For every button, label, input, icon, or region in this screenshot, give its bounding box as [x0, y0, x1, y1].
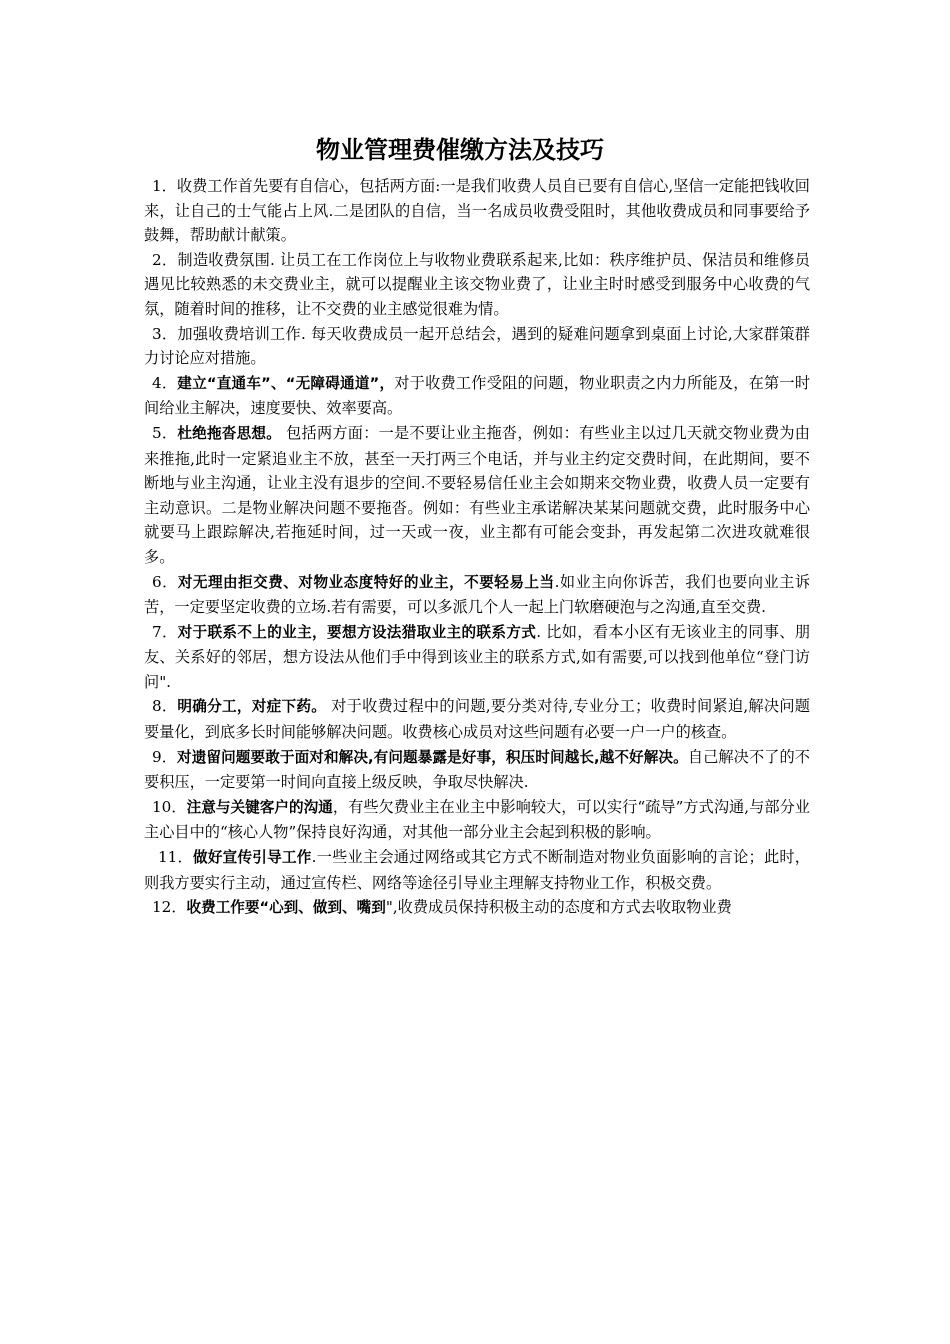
paragraph-11	[144, 845, 810, 895]
paragraph-text: 收费工作首先要有自信心，包括两方面:一是我们收费人员自已要有自信心,坚信一定能把钱收回来，让自己的士气能占上风.二是团队的自信，当一名成员收费受阻时，其他收费成员和同事要给予鼓舞，帮助献计献策。	[144, 177, 810, 245]
paragraph-bold-lead: 杜绝拖沓思想。	[177, 424, 282, 442]
paragraph-bold-lead: 做好宣传引导工作	[192, 849, 312, 867]
paragraph-bold-lead: 对无理由拒交费、对物业态度特好的业主，不要轻易上当	[177, 573, 555, 591]
paragraph-number: 10．	[152, 797, 187, 816]
paragraph-text: 制造收费氛围. 让员工在工作岗位上与收物业费联系起来,比如：秩序维护员、保洁员和维修员遇见比较熟悉的未交费业主，就可以提醒业主该交物业费了，让业主时时感受到服务中心收费的气氛，随着时间的推移，让不交费的业主感觉很难为情。	[144, 250, 810, 318]
paragraph-text: .如业主向你诉苦，我们也要向业主诉苦，一定要坚定收费的立场.若有需要，可以多派几个人一起上门软磨硬泡与之沟通,直至交费.	[144, 572, 811, 617]
paragraph-number: 3．	[152, 324, 178, 343]
paragraph-bold-lead: 对于联系不上的业主，要想方设法猎取业主的联系方式	[177, 623, 537, 641]
paragraph-bold-lead: 收费工作要“心到、做到、嘴到	[186, 899, 386, 917]
paragraph-3	[144, 322, 810, 371]
paragraph-1	[144, 174, 810, 248]
paragraph-5	[144, 421, 810, 570]
paragraph-8	[144, 694, 810, 744]
paragraph-number: 8．	[152, 697, 178, 716]
paragraph-number: 9．	[152, 747, 178, 766]
paragraph-text: ，有些欠费业主在业主中影响较大，可以实行“疏导”方式沟通,与部分业主心目中的“核心人物”保持良好沟通，对其他一部分业主会起到积极的影响。	[144, 797, 810, 842]
paragraph-12	[144, 895, 810, 921]
paragraph-text: 包括两方面：一是不要让业主拖沓，例如：有些业主以过几天就交物业费为由来推拖,此时一定紧追业主不放，甚至一天打两三个电话，并与业主约定交费时间，在此期间，要不断地与业主沟通，让业主没有退步的空间.不要轻易信任业主会如期来交物业费，收费人员一定要有主动意识。二是物业解决问题不要拖沓。例如：有些业主承诺解决某某问题就交费，此时服务中心就要马上跟踪解决,若拖延时间，过一天或一夜，业主都有可能会变卦，再发起第二次进攻就难很多。	[144, 423, 810, 566]
paragraph-text: 加强收费培训工作. 每天收费成员一起开总结会，遇到的疑难问题拿到桌面上讨论,大家群策群力讨论应对措施。	[144, 324, 810, 368]
paragraph-number: 1．	[152, 177, 177, 195]
paragraph-bold-lead: 建立“直通车”、“无障碍通道”，	[177, 374, 395, 392]
paragraph-bold-lead: 注意与关键客户的沟通	[186, 798, 333, 816]
paragraph-9	[144, 745, 810, 795]
paragraph-bold-lead: 明确分工，对症下药。	[177, 698, 327, 716]
paragraph-6	[144, 570, 810, 620]
paragraph-text: .一些业主会通过网络或其它方式不断制造对物业负面影响的言论；此时，则我方要实行主动，通过宣传栏、网络等途径引导业主理解支持物业工作，积极交费。	[144, 848, 810, 892]
paragraph-2	[144, 248, 810, 322]
paragraph-number: 5．	[152, 423, 178, 442]
paragraph-number: 2．	[152, 250, 178, 269]
paragraph-text: . 比如，看本小区有无该业主的同事、朋友、关系好的邻居，想方设法从他们手中得到该业主的联系方式,如有需要,可以找到他单位“登门访问".	[144, 622, 811, 691]
document-title: 物业管理费催缴方法及技巧	[316, 136, 604, 164]
paragraph-number: 7．	[152, 622, 178, 641]
paragraph-10	[144, 795, 810, 845]
paragraph-7	[144, 620, 810, 695]
paragraph-number: 4．	[152, 373, 178, 392]
paragraph-text: 对于收费工作受阻的问题，物业职责之内力所能及，在第一时间给业主解决，速度要快、效率要高。	[144, 373, 811, 418]
paragraph-number: 12．	[152, 898, 187, 917]
paragraph-bold-lead: 对遗留问题要敢于面对和解决,有问题暴露是好事，积压时间越长,越不好解决。	[177, 748, 688, 766]
paragraph-text: 对于收费过程中的问题,要分类对待,专业分工；收费时间紧迫,解决问题要量化，到底多长时间能够解决问题。收费核心成员对这些问题有必要一户一户的核查。	[144, 697, 810, 742]
paragraph-number: 6．	[152, 572, 178, 591]
paragraph-text: 自己解决不了的不要积压，一定要第一时间向直接上级反映，争取尽快解决.	[144, 747, 810, 792]
paragraph-text: ",收费成员保持积极主动的态度和方式去收取物业费	[385, 898, 732, 917]
paragraph-number: 11．	[158, 848, 193, 867]
document-body	[144, 174, 810, 921]
paragraph-4	[144, 371, 810, 421]
